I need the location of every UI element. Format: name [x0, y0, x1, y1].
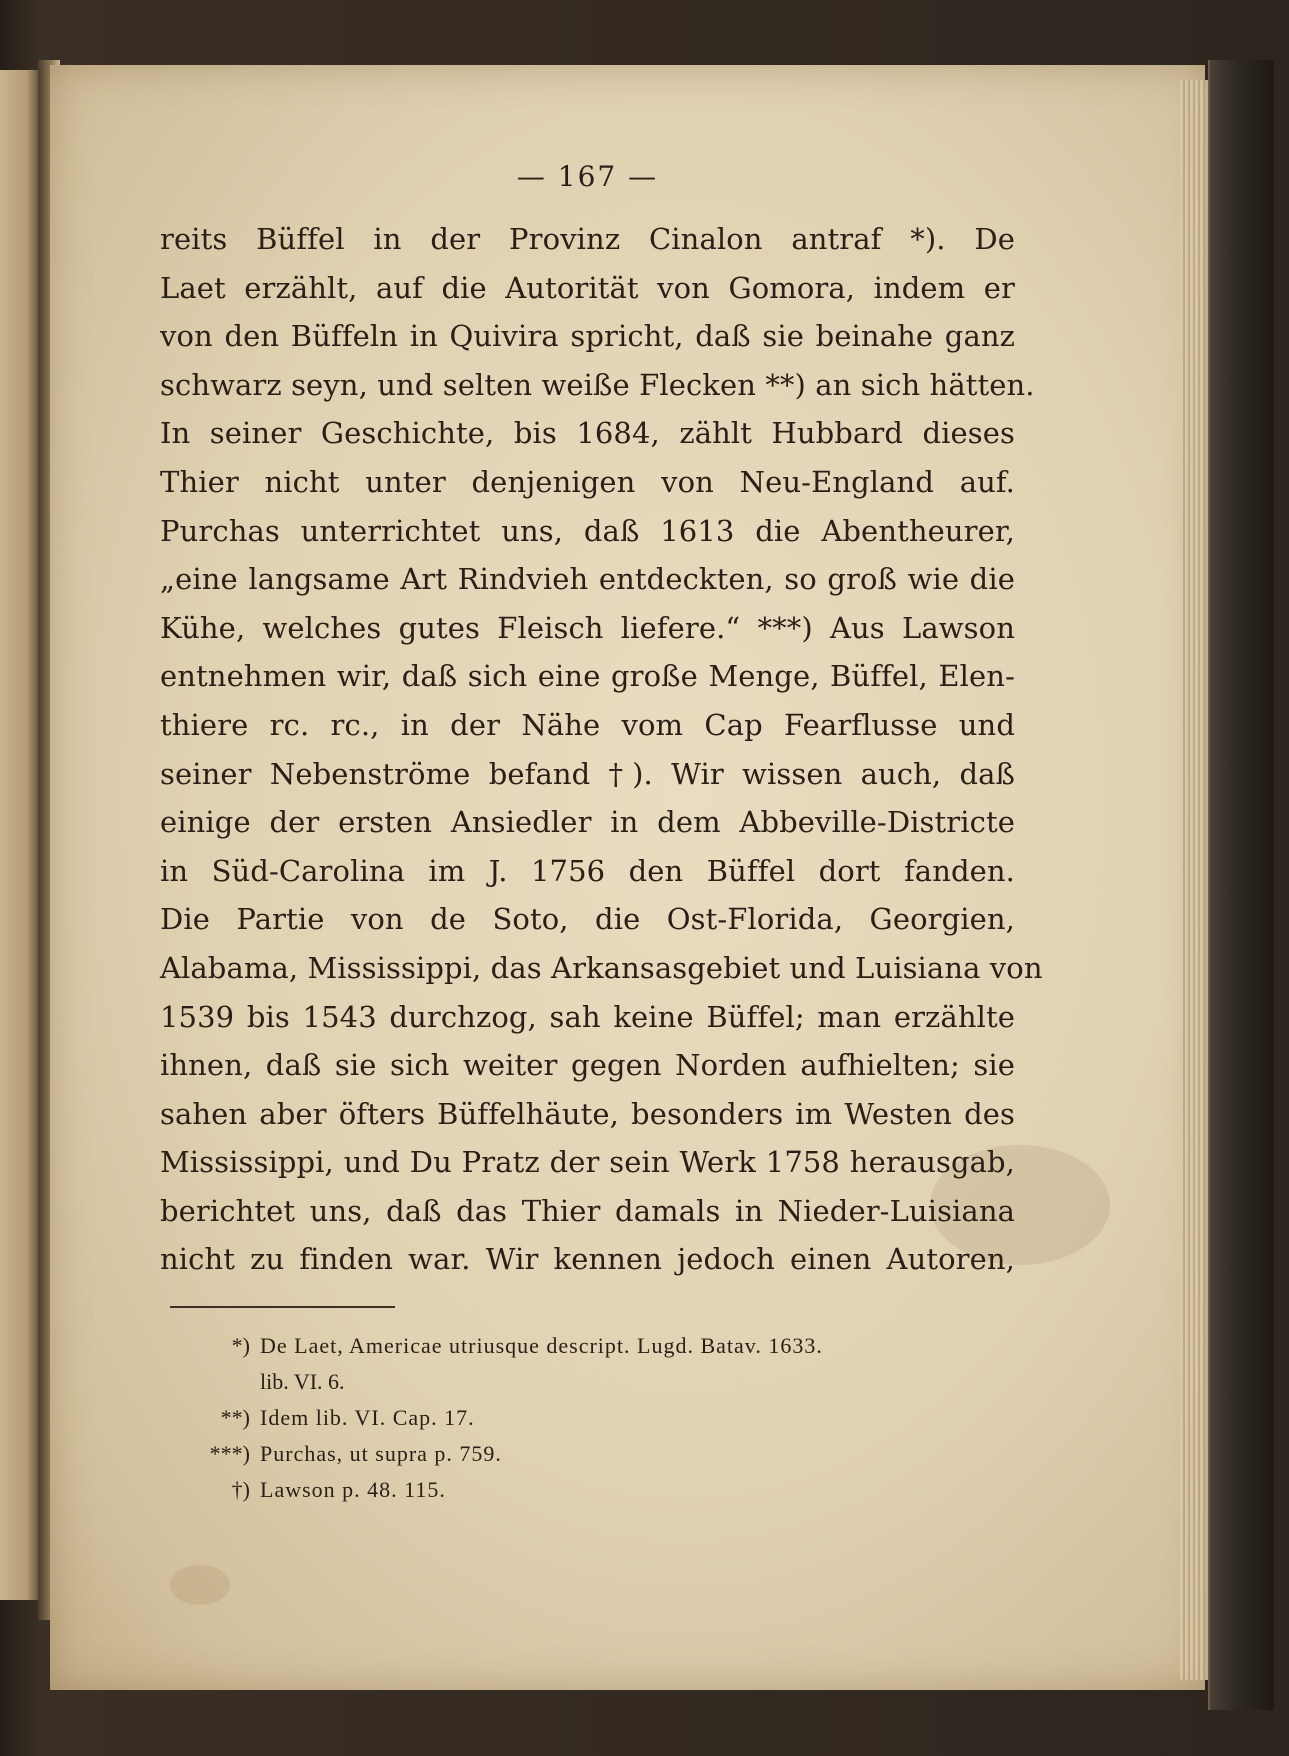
text-line: Kühe, welches gutes Fleisch liefere.“ ***) Aus Lawson	[160, 610, 1015, 645]
text-line: Alabama, Mississippi, das Arkansasgebiet und Luisiana von	[160, 950, 1043, 985]
footnotes	[160, 1328, 1015, 1508]
footnote-mark: **)	[220, 1405, 250, 1431]
text-line: In seiner Geschichte, bis 1684, zählt Hubbard dieses	[160, 416, 1015, 451]
text-line: Mississippi, und Du Pratz der sein Werk 1758 herausgab,	[160, 1145, 1015, 1180]
footnote-mark: *)	[231, 1333, 250, 1359]
text-line: schwarz seyn, und selten weiße Flecken **) an sich hätten.	[160, 367, 1035, 402]
footnote-rule	[170, 1306, 395, 1308]
paper-stain	[170, 1565, 230, 1605]
text-line: reits Büffel in der Provinz Cinalon antraf *). De	[160, 222, 1015, 256]
text-line: sahen aber öfters Büffelhäute, besonders im Westen des	[160, 1096, 1015, 1131]
text-line: 1539 bis 1543 durchzog, sah keine Büffel; man erzählte	[160, 999, 1015, 1034]
text-line: ihnen, daß sie sich weiter gegen Norden aufhielten; sie	[160, 1048, 1015, 1083]
footnote-continuation: lib. VI. 6.	[260, 1369, 345, 1395]
text-line: entnehmen wir, daß sich eine große Menge, Büffel, Elen-	[160, 659, 1015, 694]
text-line: Laet erzählt, auf die Autorität von Gomora, indem er	[160, 270, 1015, 305]
text-line: Thier nicht unter denjenigen von Neu-England auf.	[160, 464, 1015, 499]
text-line: in Süd-Carolina im J. 1756 den Büffel dort fanden.	[160, 853, 1015, 888]
book-cover-edge	[1208, 60, 1274, 1710]
text-line: seiner Nebenströme befand †). Wir wissen auch, daß	[160, 756, 1015, 791]
text-line: Purchas unterrichtet uns, daß 1613 die Abentheurer,	[160, 513, 1015, 548]
footnote	[160, 1328, 1015, 1364]
footnote-text: Idem lib. VI. Cap. 17.	[260, 1405, 475, 1431]
footnote	[160, 1400, 1015, 1436]
footnote-text: De Laet, Americae utriusque descript. Lugd. Batav. 1633.	[260, 1333, 823, 1359]
text-line: „eine langsame Art Rindvieh entdeckten, so groß wie die	[160, 562, 1015, 597]
page-number: — 167 —	[516, 160, 659, 193]
footnote	[160, 1472, 1015, 1508]
text-line: berichtet uns, daß das Thier damals in Nieder-Luisiana	[160, 1193, 1015, 1228]
text-line: von den Büffeln in Quivira spricht, daß sie beinahe ganz	[160, 319, 1015, 354]
body-text	[160, 215, 1043, 1284]
footnote-mark: †)	[231, 1477, 250, 1503]
text-line: Die Partie von de Soto, die Ost-Florida, Georgien,	[160, 902, 1015, 937]
footnote-text: Lawson p. 48. 115.	[260, 1477, 446, 1503]
text-line: thiere rc. rc., in der Nähe vom Cap Fearflusse und	[160, 707, 1015, 742]
page-block-edge	[1180, 80, 1208, 1680]
footnote-text: Purchas, ut supra p. 759.	[260, 1441, 502, 1467]
text-line: einige der ersten Ansiedler in dem Abbeville-Districte	[160, 805, 1015, 840]
footnote	[160, 1436, 1015, 1472]
facing-page-edge	[0, 70, 38, 1600]
text-line: nicht zu finden war. Wir kennen jedoch einen Autoren,	[160, 1242, 1015, 1277]
page-content	[160, 160, 1043, 1508]
footnote-mark: ***)	[209, 1441, 250, 1467]
